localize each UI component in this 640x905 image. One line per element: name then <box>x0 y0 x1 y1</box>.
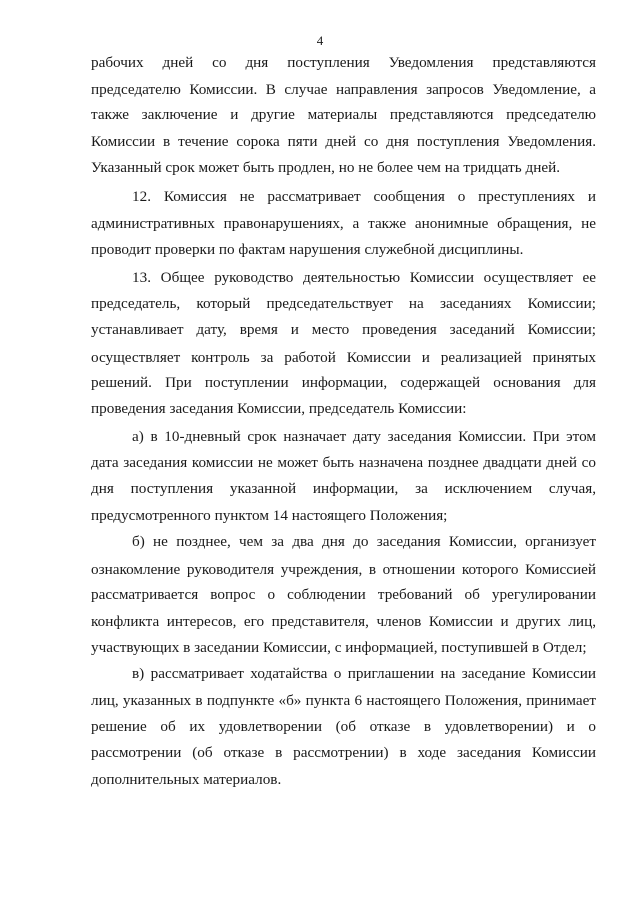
text-line: рабочих дней со дня поступления Уведомления представляются <box>91 54 596 71</box>
text-line: дата заседания комиссии не может быть назначена позднее двадцати дней со <box>91 454 596 471</box>
page-number: 4 <box>316 33 324 48</box>
text-line: Комиссии в течение сорока пяти дней со дня поступления Уведомления. <box>91 133 596 150</box>
text-line: предусмотренного пунктом 14 настоящего Положения; <box>91 507 448 524</box>
text-line: дня поступления указанной информации, за исключением случая, <box>91 480 596 497</box>
text-line: 13. Общее руководство деятельностью Комиссии осуществляет ее <box>132 269 596 286</box>
text-line: лиц, указанных в подпункте «б» пункта 6 настоящего Положения, принимает <box>91 692 596 709</box>
text-line: рассматривается вопрос о соблюдении требований об урегулировании <box>91 586 596 603</box>
text-line: Указанный срок может быть продлен, но не более чем на тридцать дней. <box>91 159 561 176</box>
text-line: а) в 10-дневный срок назначает дату заседания Комиссии. При этом <box>132 428 596 445</box>
text-line: рассмотрении (об отказе в рассмотрении) в ходе заседания Комиссии <box>91 744 596 761</box>
text-line: дополнительных материалов. <box>91 771 282 788</box>
text-line: 12. Комиссия не рассматривает сообщения о преступлениях и <box>132 188 596 205</box>
text-line: административных правонарушениях, а также анонимные обращения, не <box>91 215 596 232</box>
text-line: проводит проверки по фактам нарушения служебной дисциплины. <box>91 241 524 258</box>
text-line: в) рассматривает ходатайства о приглашении на заседание Комиссии <box>132 665 596 682</box>
text-line: устанавливает дату, время и место проведения заседаний Комиссии; <box>91 321 596 338</box>
text-line: участвующих в заседании Комиссии, с информацией, поступившей в Отдел; <box>91 639 587 656</box>
text-line: решение об их удовлетворении (об отказе в удовлетворении) и о <box>91 718 596 735</box>
text-line: проведения заседания Комиссии, председатель Комиссии: <box>91 400 467 417</box>
text-line: также заключение и другие материалы представляются председателю <box>91 106 596 123</box>
text-line: ознакомление руководителя учреждения, в отношении которого Комиссией <box>91 561 596 578</box>
text-line: конфликта интересов, его представителя, членов Комиссии и других лиц, <box>91 613 596 630</box>
text-line: решений. При поступлении информации, содержащей основания для <box>91 374 596 391</box>
text-line: председателю Комиссии. В случае направления запросов Уведомление, а <box>91 81 596 98</box>
text-line: осуществляет контроль за работой Комиссии и реализацией принятых <box>91 349 596 366</box>
text-line: б) не позднее, чем за два дня до заседания Комиссии, организует <box>132 533 596 550</box>
text-line: председатель, который председательствует на заседаниях Комиссии; <box>91 295 596 312</box>
